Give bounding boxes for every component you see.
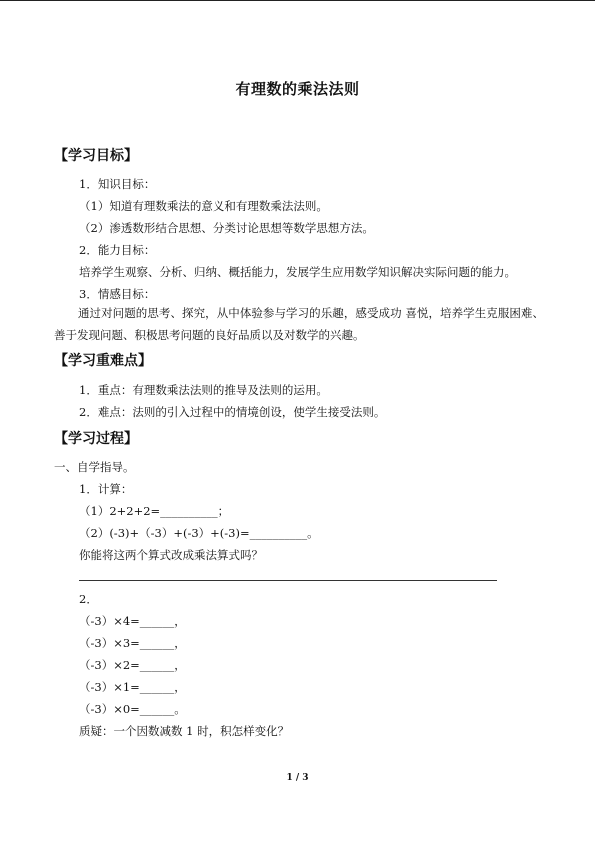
knowledge-goal-item-1: （1）知道有理数乘法的意义和有理数乘法法则。	[79, 199, 328, 213]
knowledge-goal-item-2: （2）渗透数形结合思想、分类讨论思想等数学思想方法。	[79, 221, 374, 235]
page-title: 有理数的乘法法则	[235, 80, 360, 98]
item-2-label: 2．	[79, 592, 98, 606]
ability-goal-text: 培养学生观察、分析、归纳、概括能力，发展学生应用数学知识解决实际问题的能力。	[79, 265, 516, 279]
multiplication-item-2: （-3）×3=______，	[79, 636, 186, 650]
answer-line	[79, 580, 497, 581]
emotion-goal-text: 通过对问题的思考、探究，从中体验参与学习的乐趣，感受成功 喜悦，培养学生克服困难、善于发现问题、积极思考问题的良好品质以及对数学的兴趣。	[54, 306, 544, 342]
emotion-goal-label: 3．情感目标：	[79, 287, 156, 301]
section-heading-process: 【学习过程】	[54, 431, 138, 447]
key-point-1: 1．重点：有理数乘法法则的推导及法则的运用。	[79, 383, 328, 397]
key-point-2: 2．难点：法则的引入过程中的情境创设，使学生接受法则。	[79, 405, 386, 419]
section-heading-goals: 【学习目标】	[54, 148, 138, 164]
page-number: 1 / 3	[286, 773, 309, 783]
section-heading-key-points: 【学习重难点】	[54, 353, 152, 369]
top-border-line	[0, 0, 595, 1]
calc-item-2: （2）(-3)+（-3）+(-3）+(-3)=__________。	[79, 526, 319, 540]
calc-item-1: （1）2+2+2=__________；	[79, 504, 230, 518]
multiplication-item-1: （-3）×4=______，	[79, 614, 186, 628]
ability-goal-label: 2．能力目标：	[79, 243, 156, 257]
multiplication-item-5: （-3）×0=______。	[79, 702, 186, 716]
multiplication-item-4: （-3）×1=______，	[79, 680, 186, 694]
calc-label: 1．计算：	[79, 482, 133, 496]
knowledge-goal-label: 1．知识目标：	[79, 177, 156, 191]
conversion-question: 你能将这两个算式改成乘法算式吗？	[79, 548, 263, 562]
doubt-question: 质疑：一个因数减数 1 时，积怎样变化？	[79, 724, 290, 738]
process-step-1: 一、自学指导。	[54, 460, 135, 474]
multiplication-item-3: （-3）×2=______，	[79, 658, 186, 672]
